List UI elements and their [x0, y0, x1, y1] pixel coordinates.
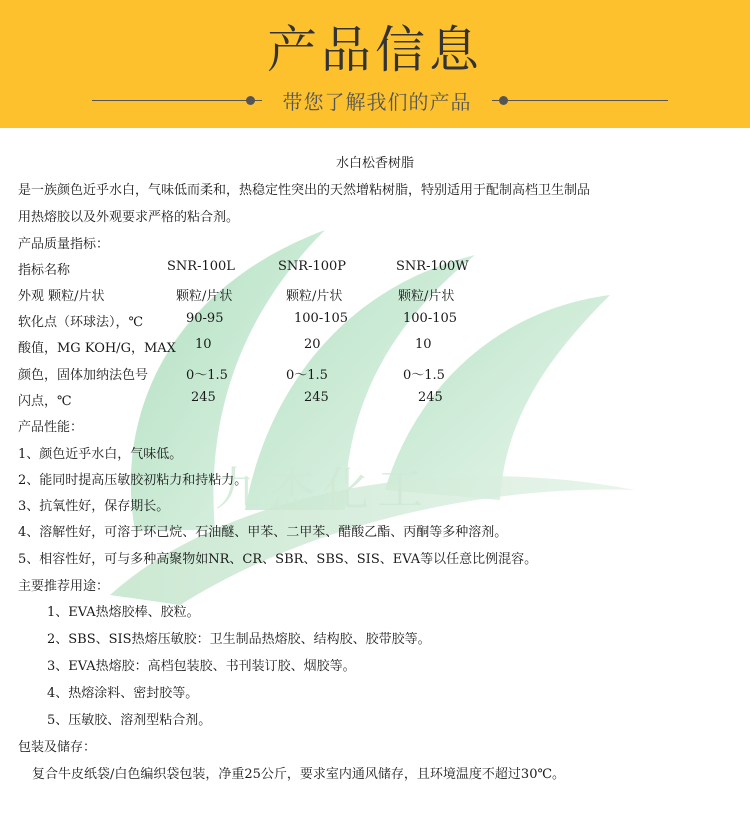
performance-item: 5、相容性好，可与多种高聚物如NR、CR、SBR、SBS、SIS、EVA等以任意比例混容。 [18, 552, 538, 567]
quality-row-label: 颜色，固体加纳法色号 [18, 368, 149, 383]
quality-row-value: 90-95 [186, 311, 224, 326]
quality-row-value: 10 [415, 337, 432, 352]
quality-row-value: 0～1.5 [186, 368, 228, 383]
product-description-line-1: 是一族颜色近乎水白，气味低而柔和，热稳定性突出的天然增粘树脂，特别适用于配制高档卫生制品 [18, 183, 591, 198]
watermark-company-name: 九杰化工 [215, 462, 431, 516]
quality-row-value: 0～1.5 [403, 368, 445, 383]
quality-row-value: 20 [304, 337, 321, 352]
quality-header-col-100p: SNR-100P [278, 259, 347, 274]
quality-row-label: 闪点，℃ [18, 394, 72, 409]
performance-item: 4、溶解性好，可溶于环己烷、石油醚、甲苯、二甲苯、醋酸乙酯、丙酮等多种溶剂。 [18, 525, 508, 540]
usage-item: 4、热熔涂料、密封胶等。 [47, 686, 199, 701]
usage-item: 1、EVA热熔胶棒、胶粒。 [47, 605, 200, 620]
header-title: 产品信息 [267, 21, 483, 79]
quality-row-value: 245 [304, 390, 329, 405]
header-subtitle: 带您了解我们的产品 [262, 86, 492, 115]
usage-item: 3、EVA热熔胶：高档包装胶、书刊装订胶、烟胶等。 [47, 659, 356, 674]
quality-row-label: 外观 颗粒/片状 [18, 289, 105, 304]
usage-item: 2、SBS、SIS热熔压敏胶：卫生制品热熔胶、结构胶、胶带胶等。 [47, 632, 431, 647]
quality-row-value: 245 [418, 390, 443, 405]
quality-row-value: 颗粒/片状 [176, 289, 233, 304]
quality-row-value: 颗粒/片状 [398, 289, 455, 304]
quality-row-label: 软化点（环球法），℃ [18, 315, 144, 330]
quality-row-value: 颗粒/片状 [286, 289, 343, 304]
quality-row-value: 100-105 [294, 311, 349, 326]
product-description-line-2: 用热熔胶以及外观要求严格的粘合剂。 [18, 210, 240, 225]
quality-row-label: 酸值，MG KOH/G，MAX [18, 341, 176, 356]
quality-header-label: 指标名称 [18, 263, 71, 278]
performance-item: 1、颜色近乎水白，气味低。 [18, 447, 183, 462]
quality-header-col-100w: SNR-100W [396, 259, 469, 274]
quality-header-col-100l: SNR-100L [167, 259, 235, 274]
packaging-section-title: 包装及储存： [18, 740, 97, 755]
quality-row-value: 100-105 [403, 311, 458, 326]
quality-row-value: 0～1.5 [286, 368, 328, 383]
performance-item: 2、能同时提高压敏胶初粘力和持粘力。 [18, 473, 248, 488]
quality-row-value: 10 [195, 337, 212, 352]
usage-section-title: 主要推荐用途： [18, 579, 110, 594]
packaging-text: 复合牛皮纸袋/白色编织袋包装，净重25公斤，要求室内通风储存，且环境温度不超过30℃。 [32, 767, 566, 782]
usage-item: 5、压敏胶、溶剂型粘合剂。 [47, 713, 212, 728]
quality-row-value: 245 [191, 390, 216, 405]
performance-section-title: 产品性能： [18, 420, 84, 435]
quality-section-title: 产品质量指标： [18, 237, 110, 252]
product-name: 水白松香树脂 [335, 156, 414, 171]
performance-item: 3、抗氧性好，保存期长。 [18, 499, 170, 514]
